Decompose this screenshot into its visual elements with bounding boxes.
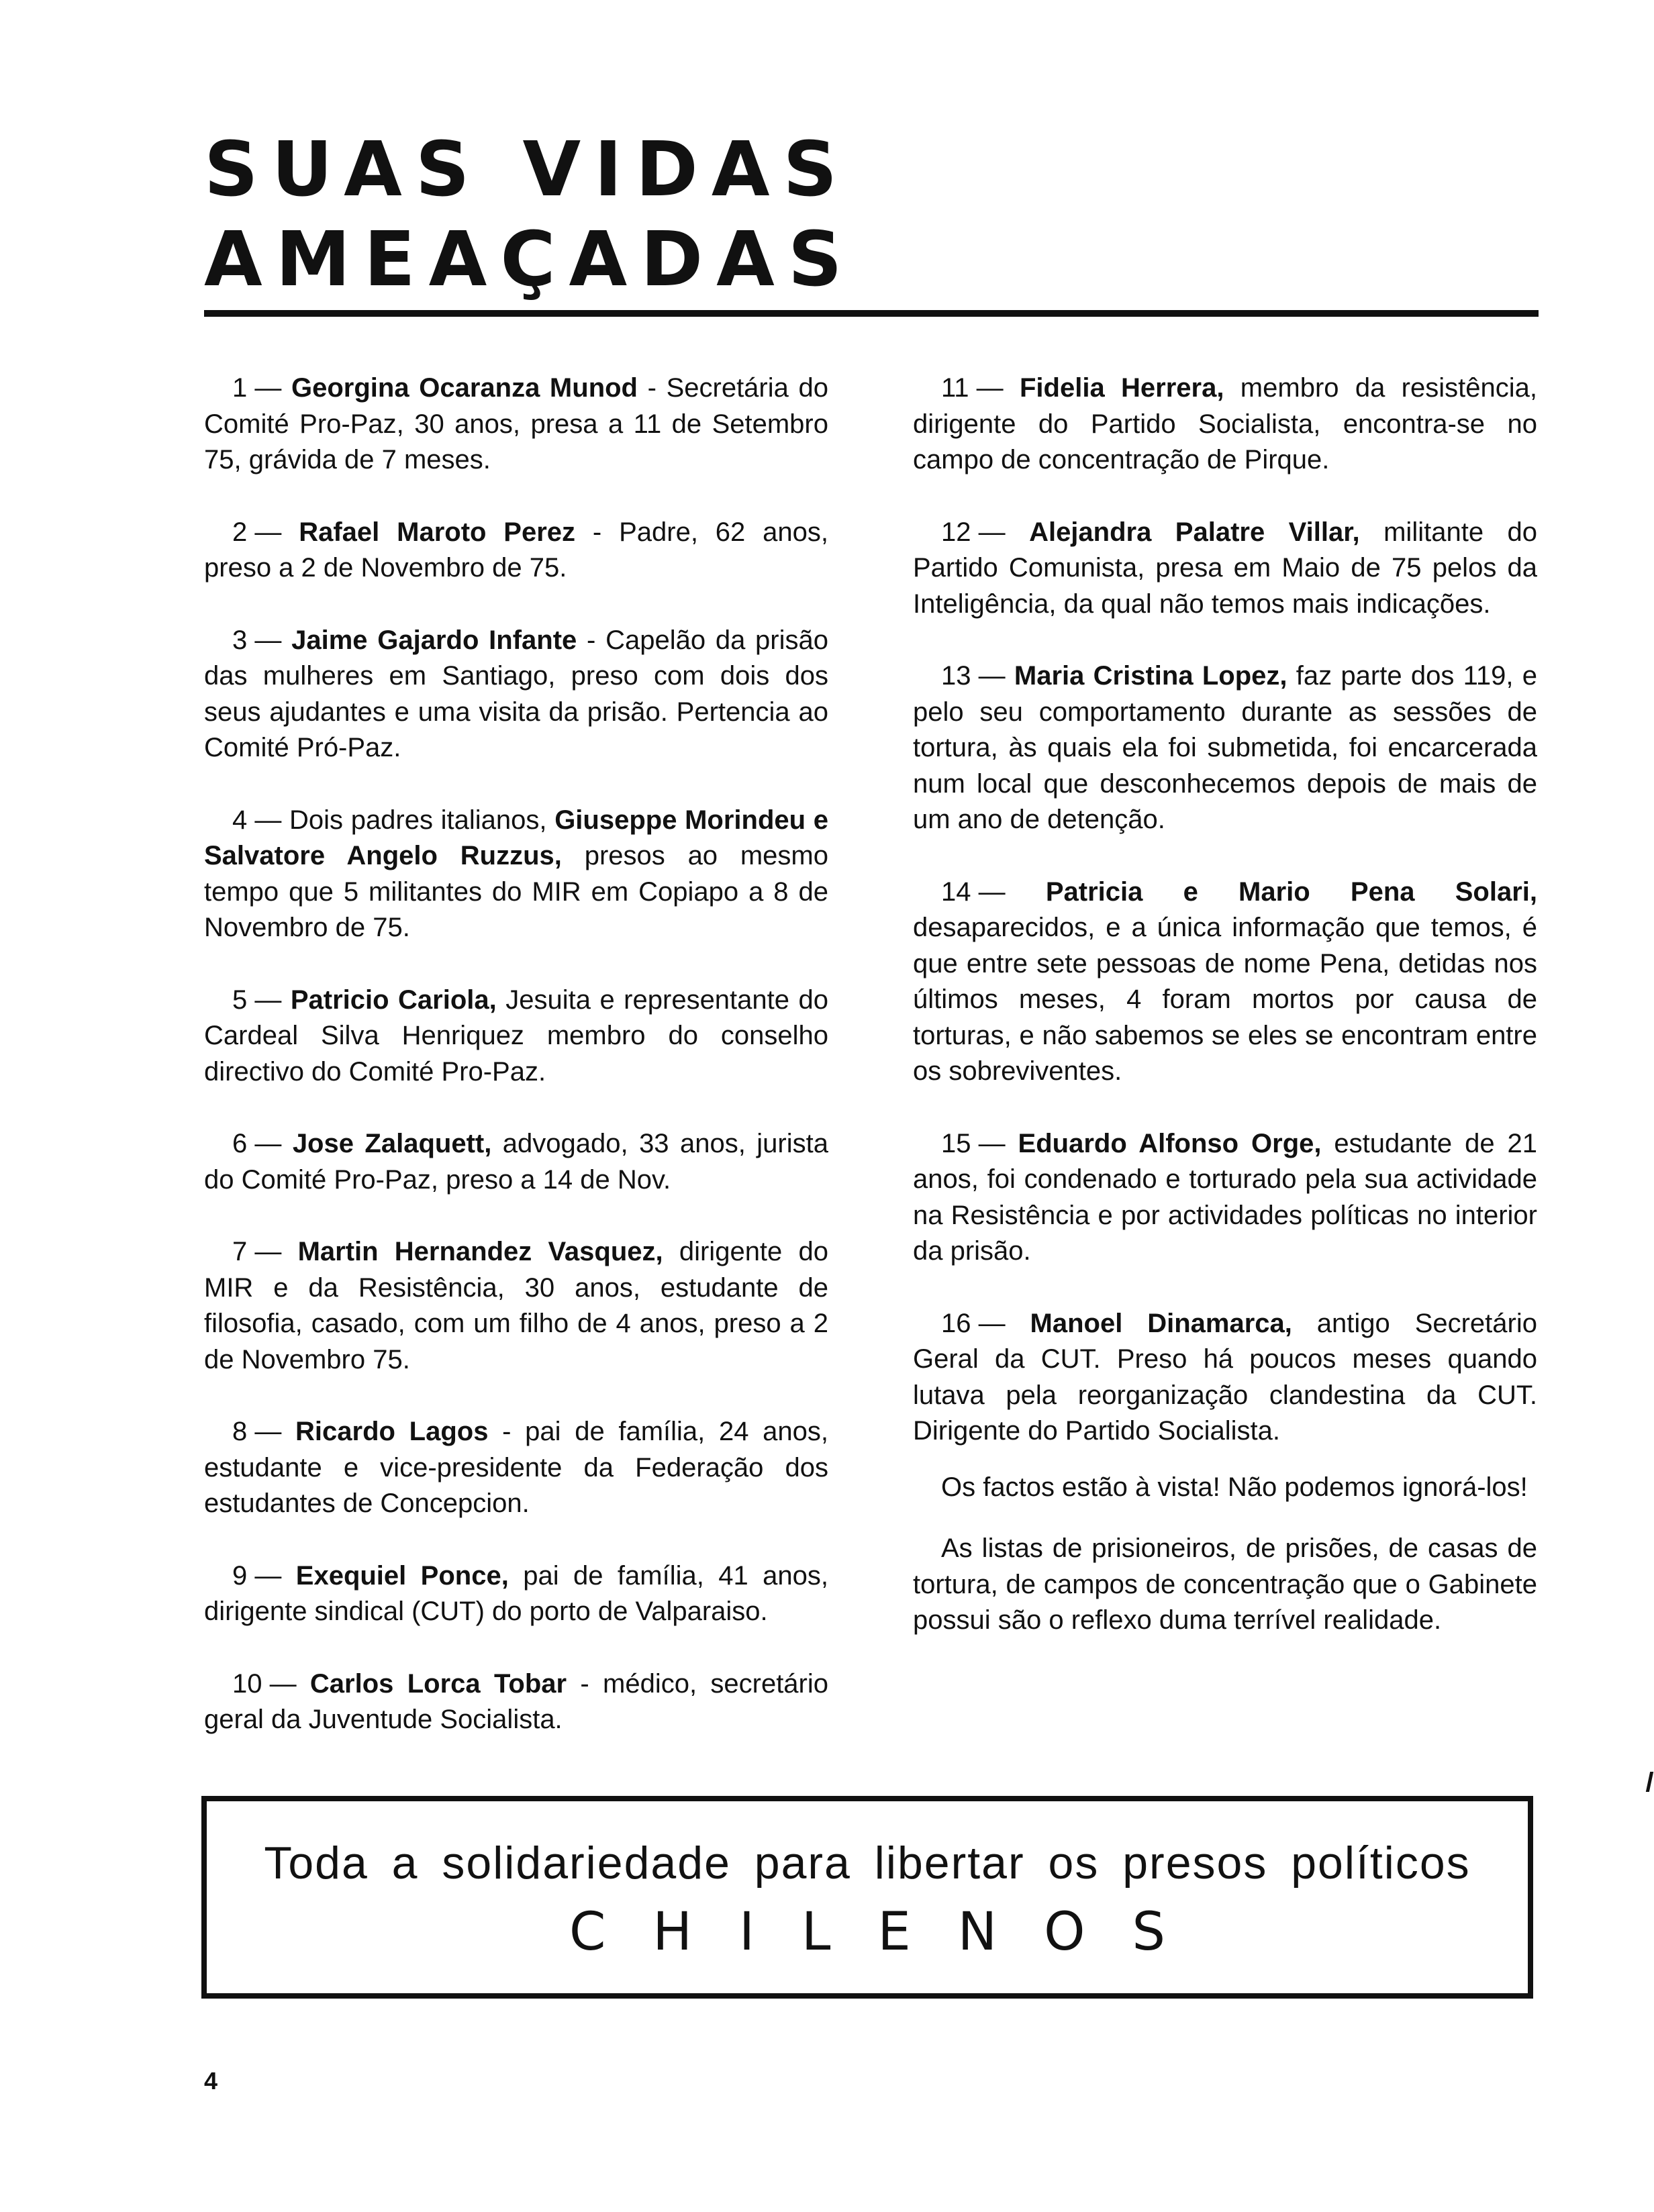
entry-name: Exequiel Ponce, bbox=[295, 1560, 509, 1591]
banner-slogan: Toda a solidariedade para libertar os presos políticos bbox=[264, 1838, 1471, 1889]
list-item bbox=[204, 1414, 828, 1522]
list-item bbox=[204, 1234, 828, 1378]
list-item bbox=[204, 1666, 828, 1738]
margin-mark bbox=[1646, 1772, 1653, 1792]
entry-number: 5 — bbox=[232, 985, 282, 1015]
right-column bbox=[913, 370, 1537, 1664]
entry-pre-text: Dois padres italianos, bbox=[281, 805, 555, 835]
entry-text: estudante de 21 anos, foi condenado e torturado pela sua actividade na Resistência e por actividades políticas no interior da prisão. bbox=[913, 1128, 1537, 1266]
banner-country: CHILENOS bbox=[569, 1902, 1213, 1962]
entry-number: 15 — bbox=[941, 1128, 1006, 1158]
entry-text: desaparecidos, e a única informação que temos, é que entre sete pessoas de nome Pena, detidas nos últimos meses, 4 foram mortos por causa de torturas, e não sabemos se eles se encontram entre os sobreviventes. bbox=[913, 913, 1537, 1086]
entry-number: 16 — bbox=[941, 1308, 1006, 1338]
entry-text: militante do Partido Comunista, presa em Maio de 75 pelos da Inteligência, da qual não temos mais indicações. bbox=[913, 517, 1537, 619]
list-item bbox=[913, 370, 1537, 479]
entry-text: - pai de família, 24 anos, estudante e vice-presidente da Federação dos estudantes de Concepcion. bbox=[204, 1417, 828, 1518]
entry-number: 12 — bbox=[941, 517, 1006, 547]
entry-number: 9 — bbox=[232, 1560, 282, 1591]
entry-text: dirigente do MIR e da Resistência, 30 anos, estudante de filosofia, casado, com um filho de 4 anos, preso a 2 de Novembro 75. bbox=[204, 1237, 828, 1374]
entry-name: Jose Zalaquett, bbox=[292, 1129, 492, 1158]
list-item bbox=[913, 1306, 1537, 1450]
entry-number: 8 — bbox=[232, 1417, 282, 1446]
title-line-1: SUAS VIDAS bbox=[204, 126, 851, 213]
list-item bbox=[204, 803, 828, 946]
entry-name: Fidelia Herrera, bbox=[1019, 373, 1224, 403]
entry-number: 7 — bbox=[232, 1237, 282, 1266]
entry-name: Giuseppe Morindeu e Salvatore Angelo Ruzzus, bbox=[204, 805, 828, 870]
entry-text: membro da resistência, dirigente do Partido Socialista, encontra-se no campo de concentração de Pirque. bbox=[913, 373, 1537, 474]
entry-text: - Padre, 62 anos, preso a 2 de Novembro de 75. bbox=[204, 517, 829, 583]
solidarity-banner bbox=[201, 1796, 1533, 1999]
list-item bbox=[913, 1126, 1537, 1270]
entry-name: Patricio Cariola, bbox=[290, 985, 497, 1015]
entry-text: presos ao mesmo tempo que 5 militantes do MIR em Copiapo a 8 de Novembro de 75. bbox=[204, 841, 828, 942]
list-item bbox=[913, 515, 1537, 623]
entry-text: pai de família, 41 anos, dirigente sindical (CUT) do porto de Valparaiso. bbox=[204, 1560, 828, 1626]
entry-name: Georgina Ocaranza Munod bbox=[291, 373, 638, 403]
entry-text: - Secretária do Comité Pro-Paz, 30 anos, presa a 11 de Setembro 75, grávida de 7 meses. bbox=[204, 373, 828, 474]
entry-text: - médico, secretário geral da Juventude Socialista. bbox=[204, 1668, 828, 1734]
entry-name: Patricia e Mario Pena Solari, bbox=[1045, 876, 1537, 907]
entry-name: Martin Hernandez Vasquez, bbox=[297, 1237, 663, 1266]
entry-number: 1 — bbox=[232, 373, 282, 403]
entry-number: 6 — bbox=[232, 1129, 282, 1158]
list-item bbox=[204, 1558, 828, 1630]
closing-paragraph-2: As listas de prisioneiros, de prisões, de casas de tortura, de campos de concentração que o Gabinete possui são o reflexo duma terrível realidade. bbox=[913, 1534, 1537, 1635]
entry-name: Eduardo Alfonso Orge, bbox=[1018, 1128, 1322, 1158]
list-item bbox=[204, 515, 828, 587]
entry-text: antigo Secretário Geral da CUT. Preso há poucos meses quando lutava pela reorganização clandestina da CUT. Dirigente do Partido Socialista. bbox=[913, 1308, 1537, 1446]
entry-name: Maria Cristina Lopez, bbox=[1014, 661, 1287, 691]
entry-number: 14 — bbox=[941, 876, 1006, 907]
left-column bbox=[204, 370, 828, 1774]
list-item bbox=[204, 1126, 828, 1198]
page-title bbox=[204, 125, 856, 305]
entry-name: Rafael Maroto Perez bbox=[299, 517, 576, 547]
title-divider bbox=[204, 310, 1539, 317]
list-item bbox=[204, 370, 828, 479]
entry-name: Jaime Gajardo Infante bbox=[291, 625, 577, 655]
closing-paragraph-1: Os factos estão à vista! Não podemos ignorá-los! bbox=[941, 1472, 1528, 1502]
entry-name: Carlos Lorca Tobar bbox=[309, 1668, 567, 1699]
entry-name: Manoel Dinamarca, bbox=[1030, 1308, 1292, 1338]
list-item bbox=[913, 874, 1537, 1090]
page-number: 4 bbox=[204, 2067, 218, 2095]
list-item bbox=[204, 623, 828, 766]
entry-number: 10 — bbox=[232, 1668, 297, 1699]
entry-number: 13 — bbox=[941, 661, 1006, 691]
entry-name: Alejandra Palatre Villar, bbox=[1029, 517, 1360, 547]
entry-text: advogado, 33 anos, jurista do Comité Pro-Paz, preso a 14 de Nov. bbox=[204, 1129, 828, 1195]
entry-text: faz parte dos 119, e pelo seu comportamento durante as sessões de tortura, às quais ela foi submetida, foi encarcerada num local que desconhecemos depois de mais de um ano de detenção. bbox=[913, 661, 1538, 834]
entry-text: Jesuita e representante do Cardeal Silva Henriquez membro do conselho directivo do Comité Pro-Paz. bbox=[204, 985, 828, 1087]
list-item bbox=[913, 658, 1537, 838]
entry-name: Ricardo Lagos bbox=[295, 1417, 489, 1446]
title-line-2: AMEAÇADAS bbox=[204, 216, 856, 303]
entry-number: 4 — bbox=[232, 805, 282, 835]
entry-text: - Capelão da prisão das mulheres em Santiago, preso com dois dos seus ajudantes e uma visita da prisão. Pertencia ao Comité Pró-Paz. bbox=[204, 625, 828, 762]
entry-number: 3 — bbox=[232, 625, 282, 655]
entry-number: 11 — bbox=[941, 373, 1004, 403]
list-item bbox=[204, 983, 828, 1091]
entry-number: 2 — bbox=[232, 517, 282, 547]
